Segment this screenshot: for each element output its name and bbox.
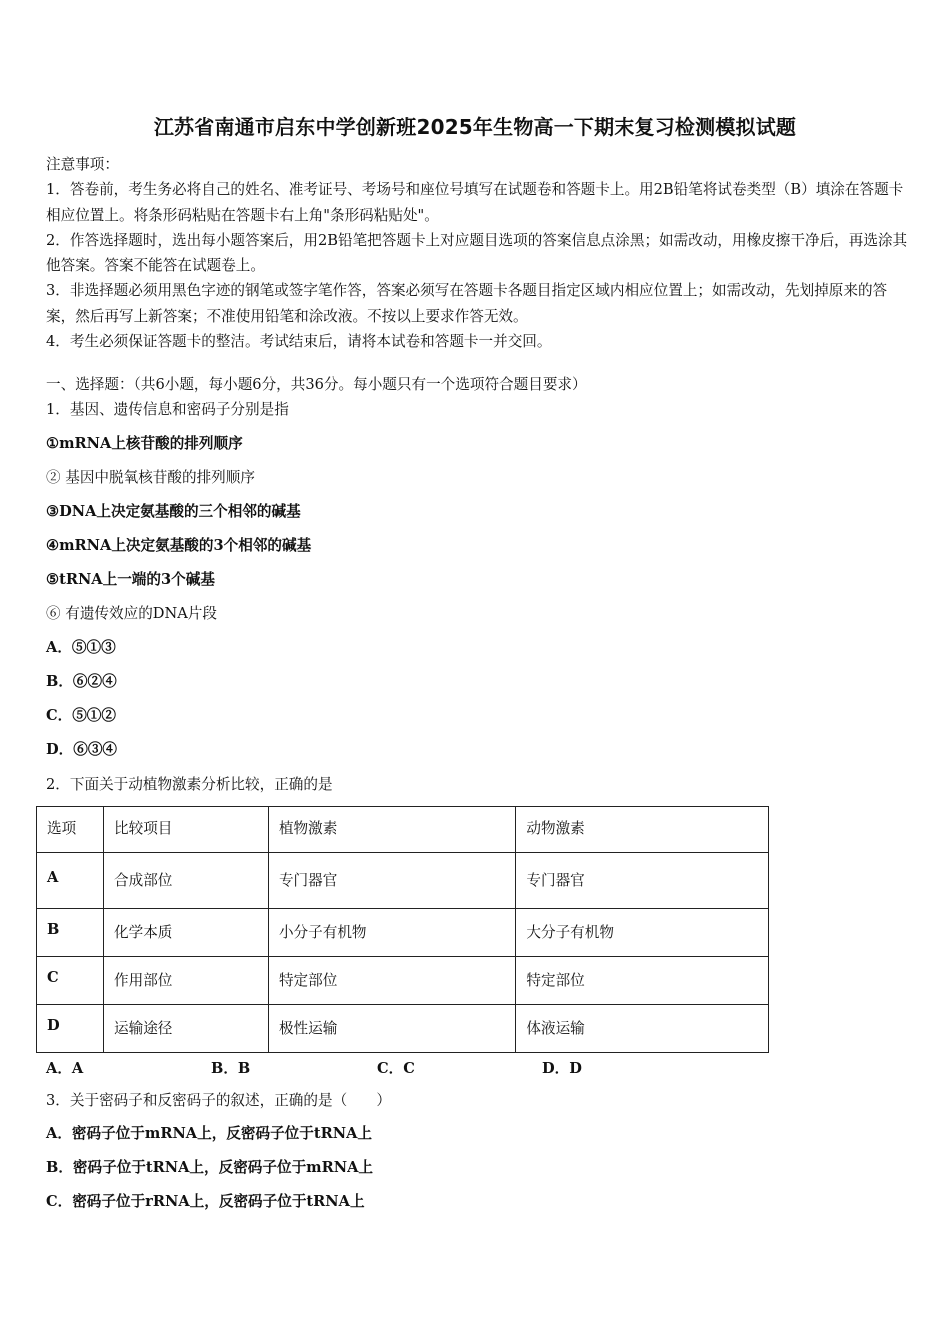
table-cell: B: [37, 909, 104, 957]
table-cell: 特定部位: [268, 957, 515, 1005]
table-cell: C: [37, 957, 104, 1005]
notice-section: [46, 152, 908, 354]
question-1-stem: 1．基因、遗传信息和密码子分别是指: [46, 401, 289, 418]
table-header-cell: 动物激素: [516, 807, 769, 853]
notice-item-3: 3．非选择题必须用黑色字迹的钢笔或签字笔作答，答案必须写在答题卡各题目指定区域内相应位置上；如需改动，先划掉原来的答案，然后再写上新答案；不准使用铅笔和涂改液。不按以上要求作答无效。: [46, 282, 888, 325]
table-header-cell: 植物激素: [268, 807, 515, 853]
table-cell: 专门器官: [516, 853, 769, 909]
notice-item-1: 1．答卷前，考生务必将自己的姓名、准考证号、考场号和座位号填写在试题卷和答题卡上。用2B铅笔将试卷类型（B）填涂在答题卡相应位置上。将条形码粘贴在答题卡右上角"条形码粘贴处"。: [46, 181, 904, 224]
table-header-cell: 比较项目: [104, 807, 269, 853]
q1-option-b[interactable]: B．⑥②④: [46, 673, 117, 690]
table-cell: 极性运输: [268, 1005, 515, 1053]
section-heading: 一、选择题：（共6小题，每小题6分，共36分。每小题只有一个选项符合题目要求）: [46, 376, 587, 393]
table-header-row: [37, 807, 769, 853]
q2-option-d[interactable]: D．D: [542, 1060, 582, 1077]
table-cell: 特定部位: [516, 957, 769, 1005]
q1-statement-5: ⑤tRNA上一端的3个碱基: [46, 571, 215, 588]
q1-statement-1: ①mRNA上核苷酸的排列顺序: [46, 435, 243, 452]
q1-statement-2: ② 基因中脱氧核苷酸的排列顺序: [46, 469, 255, 486]
exam-title: 江苏省南通市启东中学创新班2025年生物高一下期末复习检测模拟试题: [153, 115, 797, 139]
table-cell: 体液运输: [516, 1005, 769, 1053]
table-cell: D: [37, 1005, 104, 1053]
table-row: [37, 957, 769, 1005]
q2-option-a[interactable]: A．A: [46, 1060, 84, 1077]
q3-option-c[interactable]: C．密码子位于rRNA上，反密码子位于tRNA上: [46, 1193, 365, 1210]
table-row: [37, 853, 769, 909]
notice-heading: 注意事项：: [46, 156, 119, 173]
hormone-comparison-table: [36, 806, 769, 1053]
table-header-cell: 选项: [37, 807, 104, 853]
q3-option-a[interactable]: A．密码子位于mRNA上，反密码子位于tRNA上: [46, 1125, 372, 1142]
notice-item-4: 4．考生必须保证答题卡的整洁。考试结束后，请将本试卷和答题卡一并交回。: [46, 333, 552, 351]
table-row: [37, 1005, 769, 1053]
table-cell: 小分子有机物: [268, 909, 515, 957]
q1-option-a[interactable]: A．⑤①③: [46, 639, 116, 656]
table-cell: 作用部位: [104, 957, 269, 1005]
q1-option-c[interactable]: C．⑤①②: [46, 707, 116, 724]
q2-option-b[interactable]: B．B: [211, 1060, 251, 1077]
table-cell: 大分子有机物: [516, 909, 769, 957]
q1-statement-6: ⑥ 有遗传效应的DNA片段: [46, 605, 217, 622]
q1-statement-3: ③DNA上决定氨基酸的三个相邻的碱基: [46, 503, 301, 520]
question-3-stem: 3．关于密码子和反密码子的叙述，正确的是（ ）: [46, 1092, 391, 1109]
q1-statement-4: ④mRNA上决定氨基酸的3个相邻的碱基: [46, 537, 312, 554]
q1-option-d[interactable]: D．⑥③④: [46, 741, 118, 758]
table-cell: 化学本质: [104, 909, 269, 957]
table-cell: 运输途径: [104, 1005, 269, 1053]
q2-option-c[interactable]: C．C: [377, 1060, 415, 1077]
table-row: [37, 909, 769, 957]
table-cell: A: [37, 853, 104, 909]
table-cell: 合成部位: [104, 853, 269, 909]
q3-option-b[interactable]: B．密码子位于tRNA上，反密码子位于mRNA上: [46, 1159, 374, 1176]
question-2-stem: 2．下面关于动植物激素分析比较，正确的是: [46, 776, 333, 793]
notice-item-2: 2．作答选择题时，选出每小题答案后，用2B铅笔把答题卡上对应题目选项的答案信息点涂黑；如需改动，用橡皮擦干净后，再选涂其他答案。答案不能答在试题卷上。: [46, 231, 908, 275]
table-cell: 专门器官: [268, 853, 515, 909]
